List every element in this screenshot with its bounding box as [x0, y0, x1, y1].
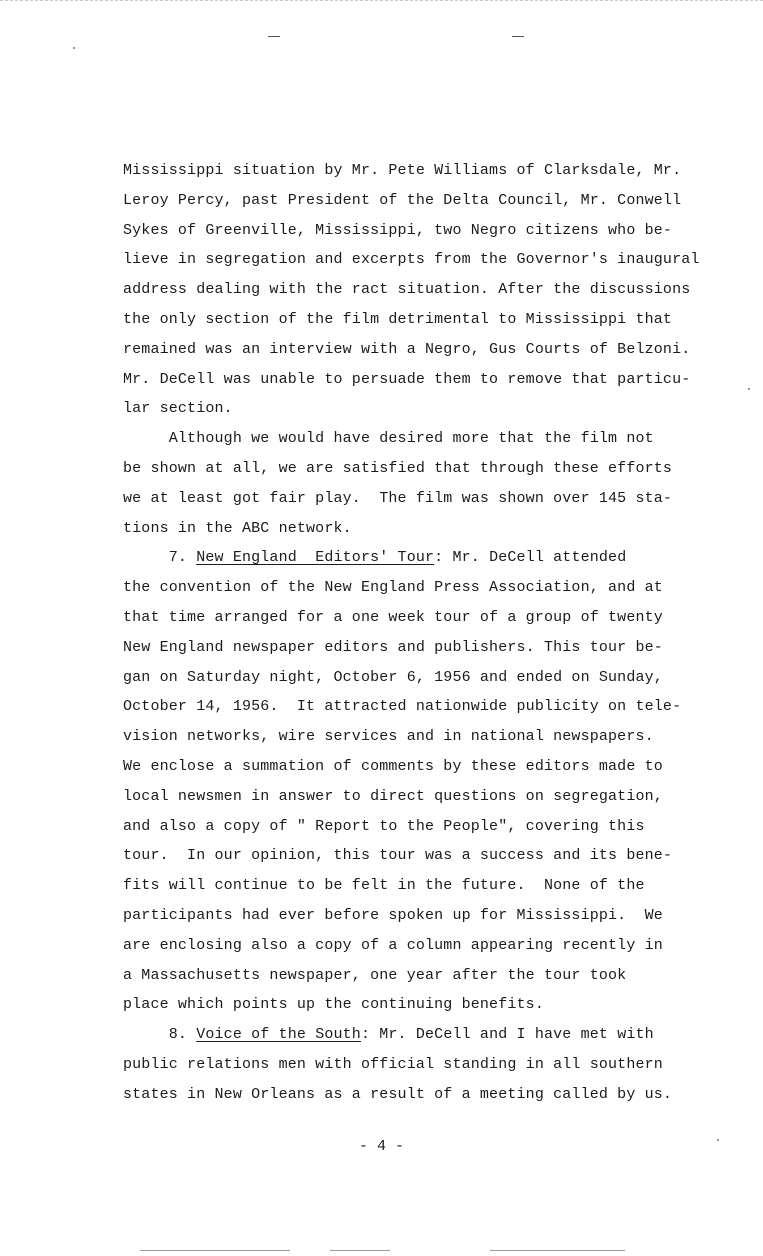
text-run: We enclose a summation of comments by these editors made to	[123, 758, 663, 775]
text-run: 7.	[123, 549, 197, 566]
text-run: Although we would have desired more that the film not	[123, 430, 654, 447]
text-line	[123, 818, 645, 836]
bottom-scan-rule	[330, 1250, 390, 1251]
text-run: address dealing with the ract situation. After the discussions	[123, 281, 691, 298]
text-line	[123, 490, 672, 508]
text-line	[123, 937, 663, 955]
text-line	[123, 162, 681, 180]
text-line	[123, 788, 663, 806]
text-line	[123, 460, 672, 478]
text-line	[123, 430, 654, 448]
text-run: the convention of the New England Press Association, and at	[123, 579, 663, 596]
text-run: Mr. DeCell was unable to persuade them to remove that particu-	[123, 371, 691, 388]
text-line	[123, 311, 672, 329]
text-line	[123, 847, 672, 865]
text-line	[123, 251, 700, 269]
text-run: fits will continue to be felt in the future. None of the	[123, 877, 645, 894]
text-run: that time arranged for a one week tour of a group of twenty	[123, 609, 663, 626]
text-run: Sykes of Greenville, Mississippi, two Negro citizens who be-	[123, 222, 673, 239]
text-run: lar section.	[123, 400, 233, 417]
text-line	[123, 967, 626, 985]
text-run: remained was an interview with a Negro, Gus Courts of Belzoni.	[123, 341, 691, 358]
text-line	[123, 669, 663, 687]
text-line	[123, 639, 663, 657]
margin-speck	[748, 388, 750, 390]
text-line	[123, 758, 663, 776]
text-line	[123, 698, 681, 716]
text-line	[123, 1026, 654, 1044]
text-line	[123, 1086, 672, 1104]
text-line	[123, 877, 645, 895]
text-line	[123, 996, 544, 1014]
text-run: public relations men with official standing in all southern	[123, 1056, 663, 1073]
text-line	[123, 579, 663, 597]
margin-speck	[73, 47, 75, 49]
text-run: gan on Saturday night, October 6, 1956 and ended on Sunday,	[123, 669, 663, 686]
text-run: place which points up the continuing benefits.	[123, 996, 544, 1013]
text-line	[123, 400, 233, 418]
text-line	[123, 609, 663, 627]
text-line	[123, 728, 654, 746]
bottom-scan-rule	[490, 1250, 625, 1251]
section-heading: New England Editors' Tour	[196, 549, 435, 566]
text-run: lieve in segregation and excerpts from the Governor's inaugural	[123, 251, 700, 268]
bottom-scan-rule	[140, 1250, 290, 1251]
text-run: states in New Orleans as a result of a meeting called by us.	[123, 1086, 673, 1103]
text-run: Mississippi situation by Mr. Pete Williams of Clarksdale, Mr.	[123, 162, 682, 179]
text-run: tour. In our opinion, this tour was a success and its bene-	[123, 847, 673, 864]
text-run: are enclosing also a copy of a column appearing recently in	[123, 937, 663, 954]
text-run: Leroy Percy, past President of the Delta Council, Mr. Conwell	[123, 192, 682, 209]
text-run: participants had ever before spoken up for Mississippi. We	[123, 907, 663, 924]
page-number: - 4 -	[358, 1138, 404, 1155]
text-run: we at least got fair play. The film was shown over 145 sta-	[123, 490, 673, 507]
text-run: a Massachusetts newspaper, one year after the tour took	[123, 967, 627, 984]
text-line	[123, 549, 626, 567]
text-run: the only section of the film detrimental to Mississippi that	[123, 311, 673, 328]
text-run: October 14, 1956. It attracted nationwide publicity on tele-	[123, 698, 682, 715]
top-mark-right	[512, 36, 524, 37]
text-run: : Mr. DeCell attended	[434, 549, 627, 566]
text-run: New England newspaper editors and publishers. This tour be-	[123, 639, 663, 656]
text-run: tions in the ABC network.	[123, 520, 352, 537]
text-run: local newsmen in answer to direct questions on segregation,	[123, 788, 663, 805]
text-line	[123, 192, 681, 210]
text-line	[123, 371, 690, 389]
text-line	[123, 520, 352, 538]
text-run: vision networks, wire services and in national newspapers.	[123, 728, 654, 745]
text-line	[123, 907, 663, 925]
text-line	[123, 1056, 663, 1074]
text-run: be shown at all, we are satisfied that through these efforts	[123, 460, 673, 477]
text-run: 8.	[123, 1026, 197, 1043]
text-run: : Mr. DeCell and I have met with	[360, 1026, 654, 1043]
text-line	[123, 341, 690, 359]
top-mark-left	[268, 36, 280, 37]
section-heading: Voice of the South	[196, 1026, 361, 1043]
text-line	[123, 222, 672, 240]
text-line	[123, 281, 690, 299]
text-run: and also a copy of " Report to the People", covering this	[123, 818, 645, 835]
top-perforation-border	[0, 0, 763, 1]
